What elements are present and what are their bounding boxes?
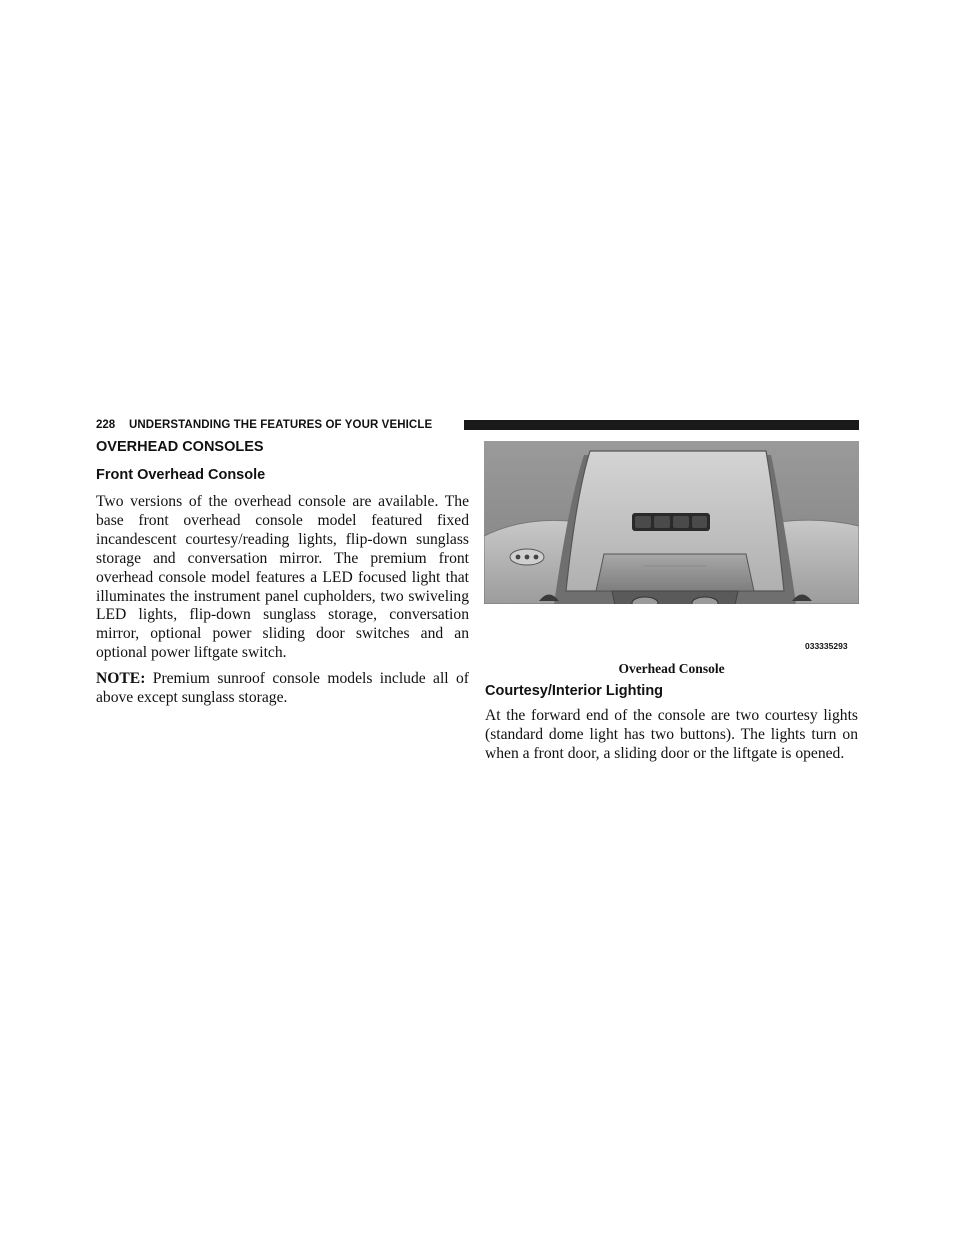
subheading-front-overhead-console: Front Overhead Console [96,467,266,483]
subheading-courtesy-lighting: Courtesy/Interior Lighting [485,683,664,699]
header-rule-bar [464,420,859,430]
note-text: Premium sunroof console models include all of above except sunglass storage. [96,670,469,706]
note-label: NOTE: [96,670,146,687]
figure-caption: Overhead Console [618,661,725,676]
running-header-title: UNDERSTANDING THE FEATURES OF YOUR VEHICLE [129,419,433,431]
overhead-console-photo [484,441,859,629]
note-paragraph [96,670,469,708]
page-number: 228 [96,419,116,431]
body-paragraph-courtesy-lighting: At the forward end of the console are two courtesy lights (standard dome light has two buttons). The lights turn on when a front door, a sliding door or the liftgate is opened. [485,707,858,762]
section-heading: OVERHEAD CONSOLES [96,439,264,455]
page-header [96,418,859,432]
body-paragraph-front-console: Two versions of the overhead console are available. The base front overhead console model featured fixed incandescent courtesy/reading lights, flip-down sunglass storage and conversation mirror. The premium front overhead console model features a LED focused light that illuminates the instrument panel cupholders, two swiveling LED lights, flip-down sunglass storage, conversation mirror, optional power sliding door switches and an optional power liftgate switch. [96,493,469,662]
figure-code: 033335293 [805,641,848,651]
